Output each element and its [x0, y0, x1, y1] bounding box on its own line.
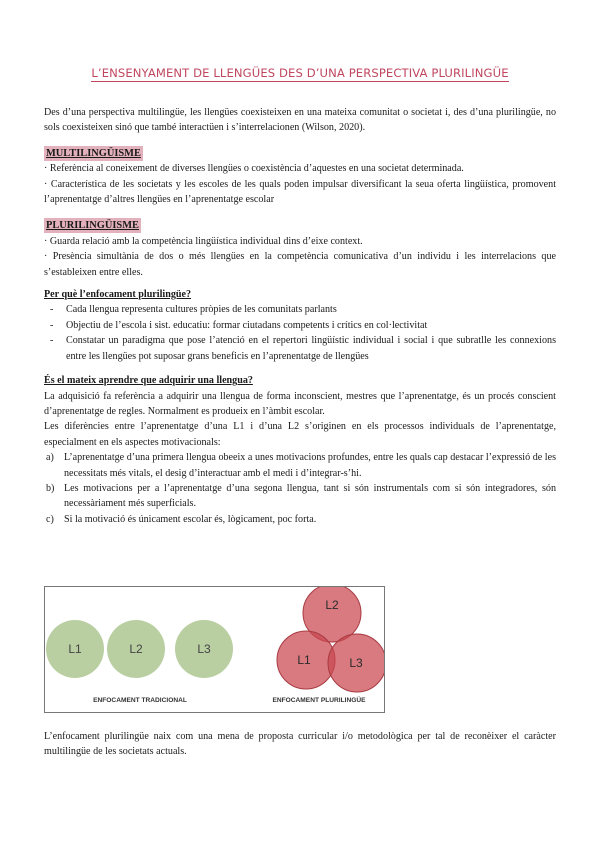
- circle-label: L1: [297, 653, 311, 667]
- circle-label: L3: [349, 656, 363, 670]
- list-item: [46, 512, 556, 527]
- plurilingualism-heading: PLURILINGÜISME: [46, 220, 139, 232]
- list-item-text: Si la motivació és únicament escolar és, lògicament, poc forta.: [64, 513, 317, 525]
- list-marker: b): [46, 482, 55, 494]
- list-item-text: Les motivacions per a l’aprenentatge d’una segona llengua, tant si són instrumentals com si són integradores, són necessàriament més superficials.: [64, 482, 556, 510]
- circle-label: L1: [68, 642, 82, 656]
- circle-label: L3: [197, 642, 211, 656]
- list-item: - Objectiu de l’escola i sist. educatiu: formar ciutadans competents i crítics en col·lectivitat: [66, 318, 556, 333]
- motivation-list: [44, 450, 556, 527]
- traditional-caption: ENFOCAMENT TRADICIONAL: [93, 697, 187, 704]
- multilingualism-line: · Característica de les societats y les escoles de les quals poden impulsar diversificant la seua oferta lingüística, promovent l’aprenentatge d’altres llengües en l’aprenentatge escolar: [44, 178, 556, 206]
- multilingualism-heading: MULTILINGÜISME: [46, 147, 141, 159]
- multilingualism-line: · Referència al coneixement de diverses llengües o coexistència d’aquestes en una societat determinada.: [44, 163, 464, 175]
- plurilingualism-line: · Guarda relació amb la competència lingüística individual dins d’eixe context.: [44, 235, 363, 247]
- circle-label: L2: [129, 642, 143, 656]
- acquire-section: [44, 373, 556, 527]
- list-item: - Cada llengua representa cultures pròpies de les comunitats parlants: [66, 302, 556, 317]
- list-item: - Constatar un paradigma que pose l’atenció en el repertori lingüístic individual i social i que subratlle les connexions entre les llengües pot suposar grans beneficis en l’aprenentatge de llengües: [66, 333, 556, 364]
- circle-label: L2: [325, 598, 339, 612]
- list-marker: c): [46, 513, 54, 525]
- plurilingualism-section: [44, 218, 556, 280]
- why-heading: Per què l’enfocament plurilingüe?: [44, 289, 192, 301]
- acquire-paragraph: La adquisició fa referència a adquirir una llengua de forma inconscient, mestres que l’aprenentatge, és un procés conscient d’aprenentatge de regles. Normalment es produeix en l’àmbit escolar.: [44, 390, 556, 417]
- multilingualism-section: [44, 146, 556, 208]
- intro-paragraph: Des d’una perspectiva multilingüe, les llengües coexisteixen en una mateixa comunitat o societat i, des d’una plurilingüe, no sols coexisteixen sinó que també interactüen i s’interrelacionen (Wilson, 2020).: [44, 107, 556, 134]
- page-title: L’ENSENYAMENT DE LLENGÜES DES D’UNA PERSPECTIVA PLURILINGÜE: [91, 66, 509, 80]
- plurilingualism-line: · Presència simultània de dos o més llengües en la competència comunicativa d’un individu i les interrelacions que s’estableixen entre elles.: [44, 251, 556, 278]
- why-list: [44, 302, 556, 364]
- approach-diagram: [44, 586, 385, 713]
- document-body: [44, 105, 556, 527]
- diagram-svg: [45, 587, 384, 712]
- why-section: [44, 287, 556, 364]
- acquire-paragraph: Les diferències entre l’aprenentatge d’una L1 i d’una L2 s’originen en els processos individuals de l’aprenentatge, especialment en els aspectes motivacionals:: [44, 421, 556, 448]
- closing-paragraph: L’enfocament plurilingüe naix com una mena de proposta curricular i/o metodològica per tal de reconèixer el caràcter multilingüe de les societats actuals.: [44, 731, 556, 758]
- plurilingual-caption: ENFOCAMENT PLURILINGÜE: [272, 697, 366, 704]
- list-item-text: L’aprenentatge d’una primera llengua obeeix a unes motivacions profundes, entre les quals cap destacar l’expressió de les necessitats més vitals, el desig d’interactuar amb el medi i d’integrar-s’hi.: [64, 452, 556, 479]
- acquire-heading: És el mateix aprendre que adquirir una llengua?: [44, 375, 253, 387]
- list-item: [46, 481, 556, 512]
- list-marker: a): [46, 452, 54, 464]
- list-item: [46, 450, 556, 481]
